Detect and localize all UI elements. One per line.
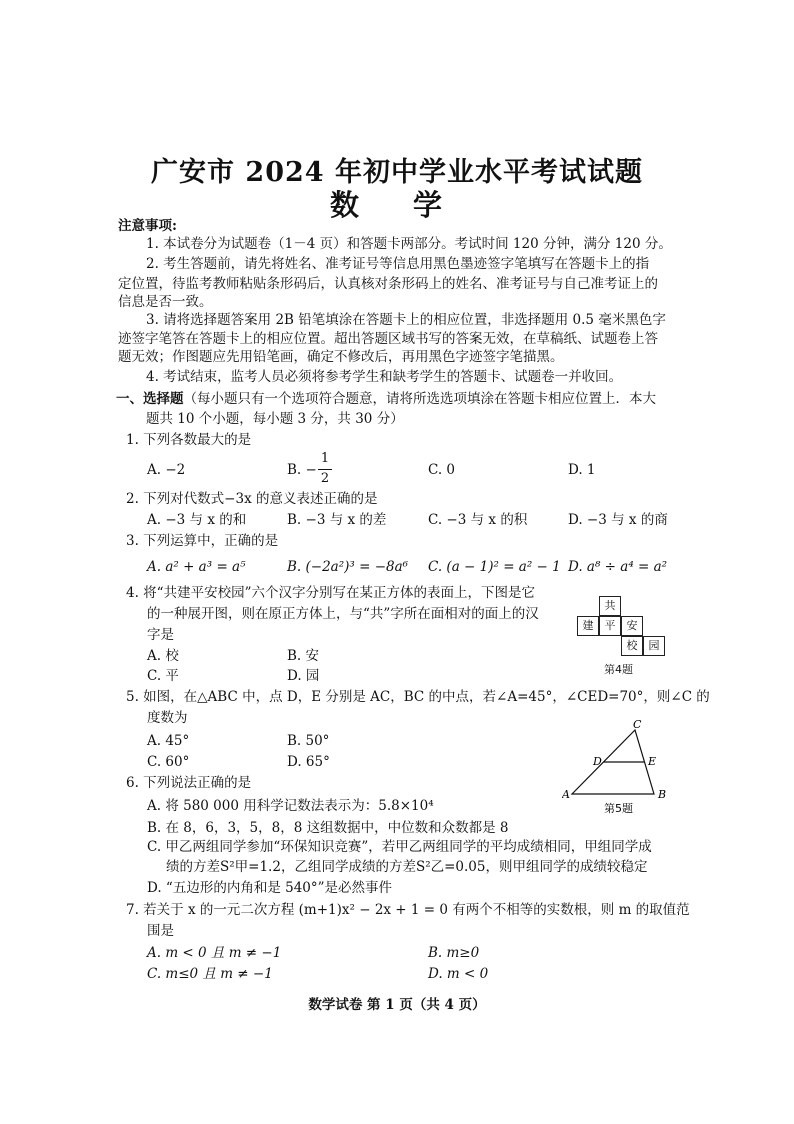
- vertex-label-a: A: [562, 788, 570, 801]
- option-c: C. m≤0 且 m ≠ −1: [147, 966, 273, 982]
- option-a: A. 将 580 000 用科学记数法表示为：5.8×10⁴: [147, 798, 434, 814]
- net-cell-yuan: 园: [643, 636, 665, 656]
- fraction-denominator: 2: [320, 471, 330, 486]
- point-label-e: E: [648, 755, 657, 768]
- option-c-line2: 绩的方差S²甲=1.2，乙组同学成绩的方差S²乙=0.05，则甲组同学的成绩较稳定: [166, 859, 648, 875]
- option-b: B. m≥0: [428, 945, 480, 961]
- figure-caption: 第5题: [604, 802, 633, 815]
- fraction-bar: [318, 469, 332, 470]
- vertex-label-c: C: [633, 718, 642, 731]
- question-line: 的一种展开图，则在原正方体上，与“共”字所在面相对的面上的汉: [147, 606, 539, 622]
- option-d: D. −3 与 x 的商: [568, 512, 668, 528]
- notice-line: 迹签字笔答在答题卡上的相应位置。超出答题区域书写的答案无效，在草稿纸、试题卷上答: [118, 331, 658, 347]
- question-line: 7. 若关于 x 的一元二次方程 (m+1)x² − 2x + 1 = 0 有两个不相等的实数根，则 m 的取值范: [126, 902, 690, 918]
- option-c-line1: C. 甲乙两组同学参加“环保知识竞赛”，若甲乙两组同学的平均成绩相同，甲组同学成: [147, 839, 652, 855]
- notice-line: 1. 本试卷分为试题卷（1－4 页）和答题卡两部分。考试时间 120 分钟，满分 120 分。: [146, 236, 672, 252]
- net-cell-jian: 建: [577, 616, 599, 636]
- option-b: B. −3 与 x 的差: [287, 512, 387, 528]
- question-line: 围是: [147, 923, 174, 939]
- option-a: A. 校: [147, 648, 179, 664]
- option-b: B. 在 8，6，3，5，8，8 这组数据中，中位数和众数都是 8: [147, 820, 509, 836]
- question-stem: 6. 下列说法正确的是: [126, 775, 252, 791]
- point-label-d: D: [593, 755, 602, 768]
- option-a: A. a² + a³ = a⁵: [147, 559, 246, 575]
- exam-subject: 数 学: [329, 188, 465, 222]
- question-line: 字是: [147, 627, 174, 643]
- net-cell-xiao: 校: [621, 636, 643, 656]
- option-c: C. 0: [428, 462, 456, 478]
- exam-title: 广安市 2024 年初中学业水平考试试题: [151, 157, 643, 188]
- option-c: C. −3 与 x 的积: [428, 512, 528, 528]
- section-intro: [116, 391, 656, 407]
- option-d: D. 65°: [287, 754, 330, 770]
- option-a: A. 45°: [147, 733, 190, 749]
- section-intro-line2: 题共 10 个小题，每小题 3 分，共 30 分）: [146, 411, 404, 427]
- question-line: 度数为: [147, 710, 188, 726]
- option-b: B. 50°: [287, 733, 330, 749]
- option-b: B. −: [287, 462, 317, 478]
- notice-line: 题无效；作图题应先用铅笔画，确定不修改后，再用黑色字迹签字笔描黑。: [118, 349, 564, 365]
- option-d: D. 1: [568, 462, 596, 478]
- option-d: D. a⁸ ÷ a⁴ = a²: [568, 559, 668, 575]
- notice-line: 定位置，待监考教师粘贴条形码后，认真核对条形码上的姓名、准考证号与自己准考证上的: [118, 276, 658, 292]
- notice-heading: 注意事项:: [118, 218, 177, 234]
- option-a: A. m < 0 且 m ≠ −1: [147, 945, 282, 961]
- option-b: B. 安: [287, 648, 320, 664]
- triangle-figure: [562, 718, 682, 818]
- section-intro-text: （每小题只有一个选项符合题意，请将所选选项填涂在答题卡相应位置上．本大: [183, 391, 656, 407]
- option-d: D. m < 0: [428, 966, 489, 982]
- notice-line: 3. 请将选择题答案用 2B 铅笔填涂在答题卡上的相应位置，非选择题用 0.5 毫米黑色字: [146, 312, 666, 328]
- question-line: 5. 如图，在△ABC 中，点 D，E 分别是 AC，BC 的中点，若∠A=45°，∠CED=70°，则∠C 的: [126, 689, 710, 705]
- option-c: C. 60°: [147, 754, 190, 770]
- option-a: A. −3 与 x 的和: [147, 512, 247, 528]
- option-c: C. 平: [147, 668, 179, 684]
- notice-line: 信息是否一致。: [118, 294, 213, 310]
- section-heading: 一、选择题: [116, 391, 184, 407]
- figure-caption: 第4题: [604, 663, 633, 676]
- net-cell-an: 安: [621, 616, 643, 636]
- vertex-label-b: B: [658, 788, 667, 801]
- option-d: D. “五边形的内角和是 540°”是必然事件: [147, 880, 393, 896]
- fraction-numerator: 1: [320, 451, 330, 466]
- question-stem: 1. 下列各数最大的是: [126, 432, 252, 448]
- page-footer: 数学试卷 第 1 页（共 4 页）: [308, 997, 486, 1013]
- question-stem: 3. 下列运算中，正确的是: [126, 533, 279, 549]
- net-cell-gong: 共: [599, 596, 621, 616]
- notice-line: 2. 考生答题前，请先将姓名、准考证号等信息用黑色墨迹签字笔填写在答题卡上的指: [146, 256, 650, 272]
- option-b: B. (−2a²)³ = −8a⁶: [287, 559, 409, 575]
- option-a: A. −2: [147, 462, 186, 478]
- option-c: C. (a − 1)² = a² − 1: [428, 559, 561, 575]
- notice-line: 4. 考试结束，监考人员必须将参考学生和缺考学生的答题卡、试题卷一并收回。: [146, 369, 623, 385]
- question-line: 4. 将“共建平安校园”六个汉字分别写在某正方体的表面上，下图是它: [126, 585, 535, 601]
- option-d: D. 园: [287, 668, 320, 684]
- net-cell-ping: 平: [599, 616, 621, 636]
- question-stem: 2. 下列对代数式−3x 的意义表述正确的是: [126, 491, 378, 507]
